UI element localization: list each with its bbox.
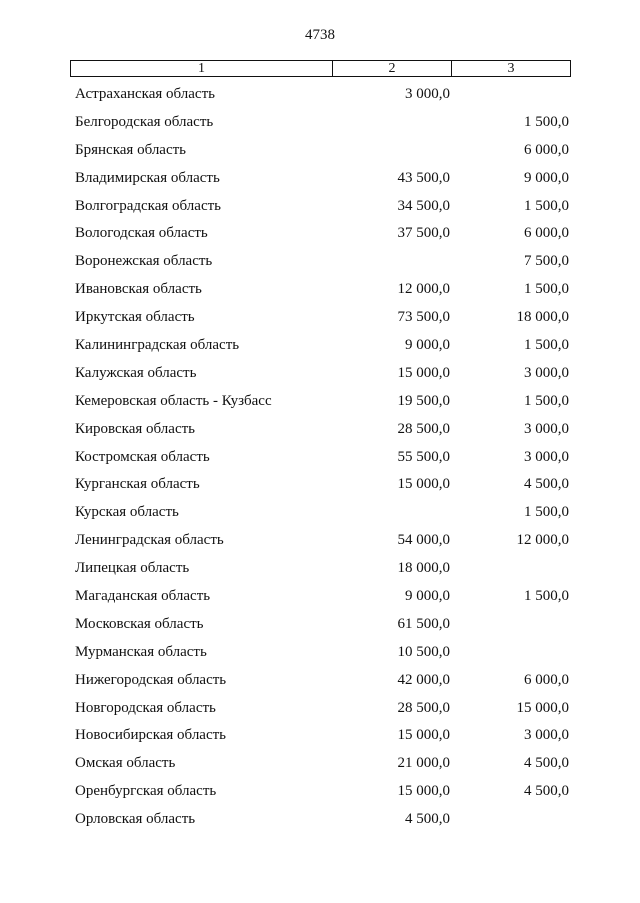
table-row [0, 249, 640, 277]
table-row [0, 221, 640, 249]
region-list [0, 82, 640, 835]
value-col-2: 10 500,0 [397, 643, 450, 660]
table-row [0, 584, 640, 612]
table-row [0, 779, 640, 807]
value-col-2: 28 500,0 [397, 420, 450, 437]
value-col-2: 9 000,0 [405, 337, 450, 354]
value-col-3: 7 500,0 [524, 253, 569, 270]
column-header-row [71, 61, 571, 77]
table-row [0, 723, 640, 751]
value-col-3: 6 000,0 [524, 141, 569, 158]
table-row [0, 305, 640, 333]
value-col-2: 28 500,0 [397, 699, 450, 716]
value-col-2: 19 500,0 [397, 392, 450, 409]
region-name: Волгоградская область [75, 197, 221, 214]
region-name: Калининградская область [75, 337, 240, 354]
region-name: Калужская область [75, 364, 197, 381]
region-name: Магаданская область [75, 588, 211, 605]
value-col-3: 6 000,0 [524, 225, 569, 242]
table-row [0, 82, 640, 110]
table-row [0, 138, 640, 166]
value-col-3: 4 500,0 [524, 755, 569, 772]
column-header-2: 2 [333, 61, 452, 77]
column-header-table [70, 60, 571, 77]
table-row [0, 556, 640, 584]
value-col-3: 3 000,0 [524, 727, 569, 744]
region-name: Курганская область [75, 476, 200, 493]
value-col-2: 42 000,0 [397, 671, 450, 688]
region-name: Оренбургская область [75, 783, 217, 800]
column-header-1: 1 [71, 61, 333, 77]
value-col-3: 3 000,0 [524, 364, 569, 381]
region-name: Курская область [75, 504, 179, 521]
value-col-2: 12 000,0 [397, 281, 450, 298]
region-name: Владимирская область [75, 169, 220, 186]
value-col-3: 4 500,0 [524, 476, 569, 493]
table-row [0, 277, 640, 305]
region-name: Вологодская область [75, 225, 208, 242]
table-row [0, 361, 640, 389]
value-col-2: 15 000,0 [397, 727, 450, 744]
region-name: Новосибирская область [75, 727, 227, 744]
table-row [0, 807, 640, 835]
table-row [0, 640, 640, 668]
value-col-2: 15 000,0 [397, 783, 450, 800]
region-name: Мурманская область [75, 643, 207, 660]
region-name: Липецкая область [75, 560, 190, 577]
region-name: Ленинградская область [75, 532, 224, 549]
table-row [0, 696, 640, 724]
table-row [0, 445, 640, 473]
region-name: Иркутская область [75, 309, 195, 326]
table-row [0, 333, 640, 361]
table-row [0, 194, 640, 222]
value-col-2: 43 500,0 [397, 169, 450, 186]
table-row [0, 472, 640, 500]
value-col-3: 3 000,0 [524, 420, 569, 437]
region-name: Брянская область [75, 141, 187, 158]
table-row [0, 110, 640, 138]
table-row [0, 751, 640, 779]
region-name: Кировская область [75, 420, 196, 437]
value-col-3: 3 000,0 [524, 448, 569, 465]
region-name: Астраханская область [75, 86, 215, 102]
value-col-2: 73 500,0 [397, 309, 450, 326]
table-row [0, 500, 640, 528]
value-col-3: 9 000,0 [524, 169, 569, 186]
region-name: Орловская область [75, 811, 196, 828]
table-row [0, 417, 640, 445]
region-name: Белгородская область [75, 113, 214, 130]
value-col-2: 4 500,0 [405, 811, 450, 828]
value-col-3: 4 500,0 [524, 783, 569, 800]
value-col-3: 1 500,0 [524, 504, 569, 521]
region-name: Новгородская область [75, 699, 216, 716]
region-name: Ивановская область [75, 281, 202, 298]
table-row [0, 668, 640, 696]
page-number: 4738 [305, 27, 335, 43]
value-col-2: 15 000,0 [397, 364, 450, 381]
region-name: Кемеровская область - Кузбасс [75, 392, 272, 409]
value-col-3: 1 500,0 [524, 197, 569, 214]
value-col-3: 6 000,0 [524, 671, 569, 688]
value-col-2: 18 000,0 [397, 560, 450, 577]
value-col-2: 15 000,0 [397, 476, 450, 493]
value-col-2: 55 500,0 [397, 448, 450, 465]
region-name: Омская область [75, 755, 176, 772]
value-col-3: 1 500,0 [524, 281, 569, 298]
value-col-2: 3 000,0 [405, 86, 450, 102]
value-col-3: 18 000,0 [516, 309, 569, 326]
value-col-3: 1 500,0 [524, 337, 569, 354]
value-col-2: 21 000,0 [397, 755, 450, 772]
value-col-3: 1 500,0 [524, 588, 569, 605]
value-col-2: 54 000,0 [397, 532, 450, 549]
table-row [0, 528, 640, 556]
value-col-3: 1 500,0 [524, 392, 569, 409]
table-row [0, 389, 640, 417]
value-col-3: 12 000,0 [516, 532, 569, 549]
value-col-2: 37 500,0 [397, 225, 450, 242]
value-col-2: 34 500,0 [397, 197, 450, 214]
table-row [0, 612, 640, 640]
region-name: Костромская область [75, 448, 210, 465]
value-col-3: 15 000,0 [516, 699, 569, 716]
table-row [0, 166, 640, 194]
value-col-2: 9 000,0 [405, 588, 450, 605]
region-name: Воронежская область [75, 253, 213, 270]
value-col-2: 61 500,0 [397, 615, 450, 632]
value-col-3: 1 500,0 [524, 113, 569, 130]
region-name: Московская область [75, 615, 204, 632]
column-header-3: 3 [452, 61, 571, 77]
region-name: Нижегородская область [75, 671, 227, 688]
